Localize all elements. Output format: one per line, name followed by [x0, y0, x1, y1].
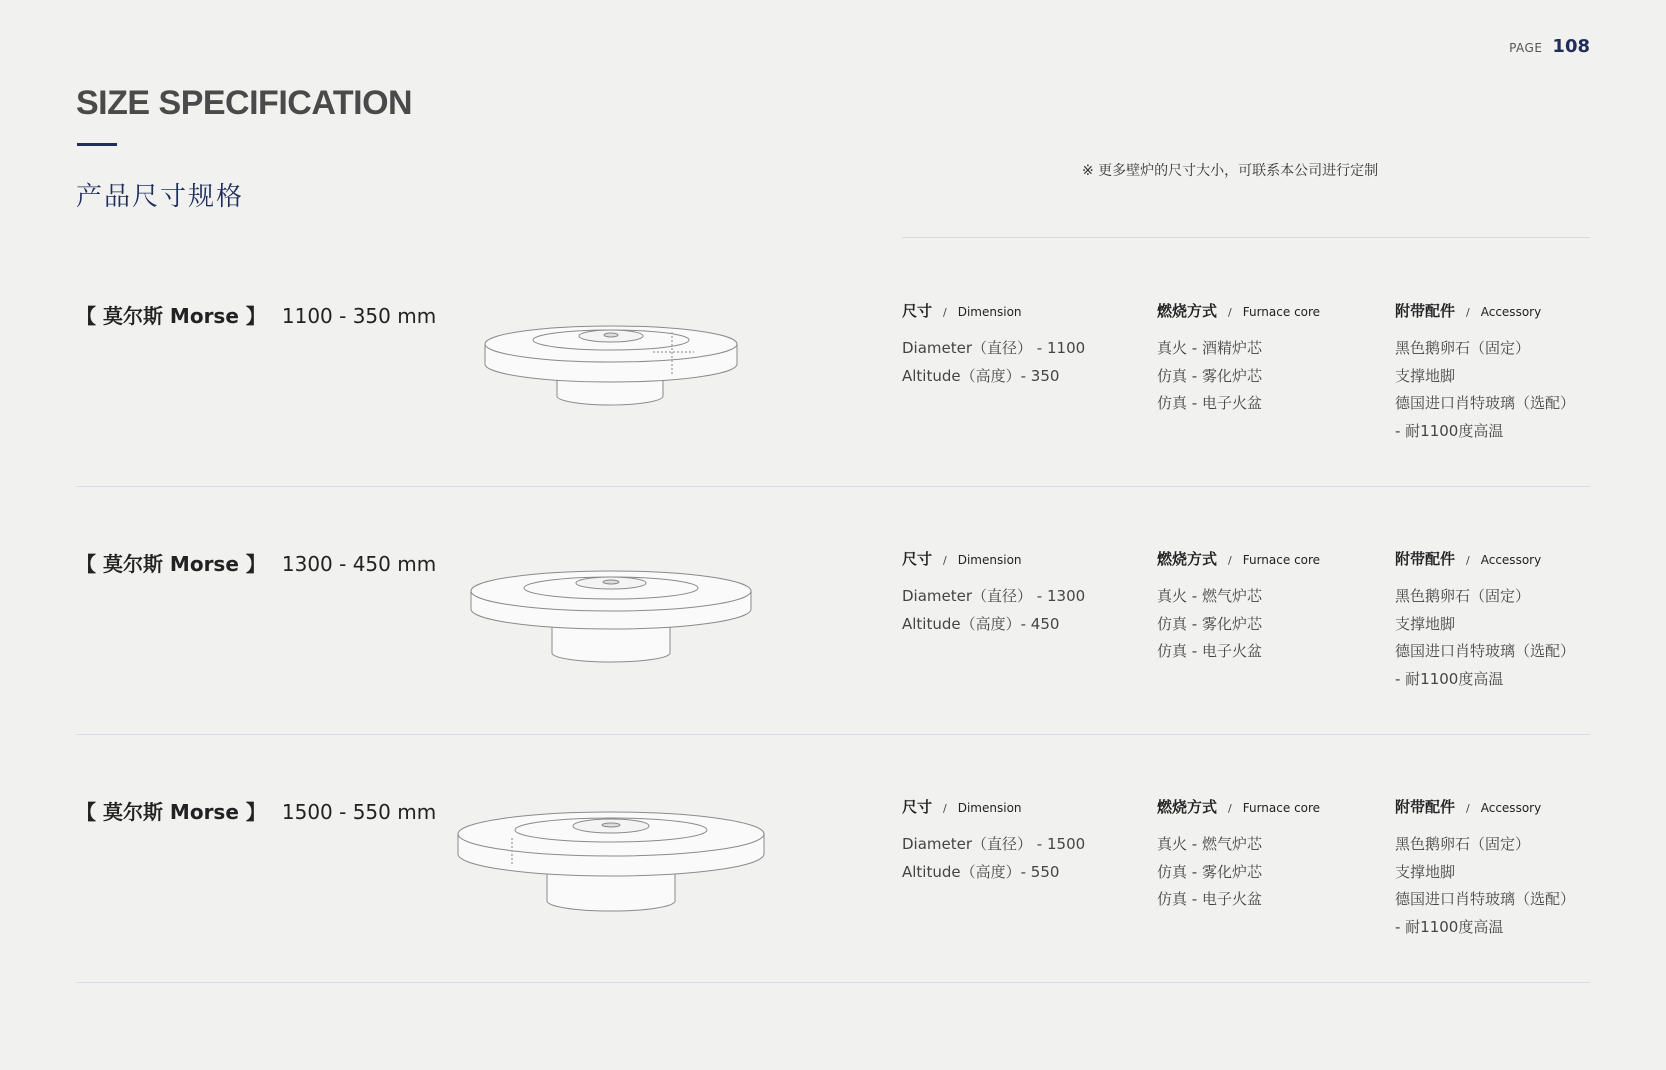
heading-separator: /: [1228, 802, 1232, 815]
accessory-line: 德国进口肖特玻璃（选配）: [1395, 890, 1576, 908]
accessory-line: 黑色鹅卵石（固定）: [1395, 835, 1531, 853]
product-name: 【 莫尔斯 Morse 】: [76, 552, 266, 576]
dimension-heading-en: Dimension: [957, 305, 1022, 319]
product-size: 1100 - 350 mm: [281, 304, 437, 328]
furnace-column: [1157, 300, 1320, 418]
fireplace-drawing: [440, 318, 780, 428]
dimension-column: [902, 796, 1085, 886]
furnace-heading-en: Furnace core: [1242, 553, 1321, 567]
heading-separator: /: [1466, 802, 1470, 815]
accessory-line: 黑色鹅卵石（固定）: [1395, 587, 1531, 605]
product-size: 1300 - 450 mm: [281, 552, 437, 576]
page-number: [1509, 36, 1590, 57]
accessory-heading-zh: 附带配件: [1395, 798, 1456, 816]
page-label: PAGE: [1509, 41, 1543, 55]
product-title: [76, 796, 436, 825]
furnace-line: 仿真 - 电子火盆: [1157, 394, 1262, 412]
product-row: [0, 548, 1666, 748]
dimension-heading-zh: 尺寸: [902, 550, 933, 568]
altitude-line: Altitude（高度）- 450: [902, 614, 1060, 633]
furnace-line: 真火 - 燃气炉芯: [1157, 587, 1262, 605]
heading-separator: /: [1466, 306, 1470, 319]
furnace-heading-zh: 燃烧方式: [1157, 798, 1218, 816]
page-title: SIZE SPECIFICATION: [76, 84, 413, 122]
page-subtitle: 产品尺寸规格: [76, 182, 245, 212]
accessory-line: - 耐1100度高温: [1395, 669, 1504, 688]
furnace-column: [1157, 548, 1320, 666]
furnace-line: 真火 - 酒精炉芯: [1157, 339, 1262, 357]
fireplace-drawing: [440, 561, 780, 671]
header-divider: [902, 237, 1590, 238]
accessory-line: - 耐1100度高温: [1395, 917, 1504, 936]
product-size: 1500 - 550 mm: [281, 800, 437, 824]
row-divider: [76, 734, 1590, 735]
dimension-column: [902, 300, 1085, 390]
altitude-line: Altitude（高度）- 350: [902, 366, 1060, 385]
accessory-column: [1395, 796, 1575, 941]
product-title: [76, 300, 436, 329]
furnace-line: 真火 - 燃气炉芯: [1157, 835, 1262, 853]
fireplace-drawing: [440, 802, 780, 912]
accessory-heading-zh: 附带配件: [1395, 550, 1456, 568]
heading-separator: /: [1466, 554, 1470, 567]
furnace-heading-zh: 燃烧方式: [1157, 302, 1218, 320]
diameter-line: Diameter（直径） - 1500: [902, 835, 1086, 853]
product-row: [0, 796, 1666, 996]
furnace-line: 仿真 - 雾化炉芯: [1157, 366, 1262, 385]
diameter-line: Diameter（直径） - 1100: [902, 339, 1086, 357]
accessory-line: 支撑地脚: [1395, 614, 1456, 633]
accessory-heading-zh: 附带配件: [1395, 302, 1456, 320]
title-underline: [77, 143, 117, 146]
page-number-value: 108: [1552, 36, 1590, 57]
dimension-heading-zh: 尺寸: [902, 798, 933, 816]
product-name: 【 莫尔斯 Morse 】: [76, 800, 266, 824]
accessory-heading-en: Accessory: [1480, 553, 1542, 567]
furnace-line: 仿真 - 雾化炉芯: [1157, 614, 1262, 633]
furnace-line: 仿真 - 雾化炉芯: [1157, 862, 1262, 881]
accessory-heading-en: Accessory: [1480, 801, 1542, 815]
product-row: [0, 300, 1666, 500]
accessory-column: [1395, 548, 1575, 693]
heading-separator: /: [943, 306, 947, 319]
furnace-heading-en: Furnace core: [1242, 305, 1321, 319]
heading-separator: /: [943, 802, 947, 815]
product-title: [76, 548, 436, 577]
dimension-heading-zh: 尺寸: [902, 302, 933, 320]
customization-note: ※ 更多壁炉的尺寸大小，可联系本公司进行定制: [1082, 163, 1379, 179]
accessory-line: 黑色鹅卵石（固定）: [1395, 339, 1531, 357]
heading-separator: /: [1228, 554, 1232, 567]
heading-separator: /: [1228, 306, 1232, 319]
accessory-line: 德国进口肖特玻璃（选配）: [1395, 394, 1576, 412]
dimension-heading-en: Dimension: [957, 801, 1022, 815]
product-name: 【 莫尔斯 Morse 】: [76, 304, 266, 328]
accessory-line: 支撑地脚: [1395, 366, 1456, 385]
accessory-line: 支撑地脚: [1395, 862, 1456, 881]
heading-separator: /: [943, 554, 947, 567]
accessory-column: [1395, 300, 1575, 445]
furnace-line: 仿真 - 电子火盆: [1157, 642, 1262, 660]
row-divider: [76, 982, 1590, 983]
furnace-heading-zh: 燃烧方式: [1157, 550, 1218, 568]
dimension-heading-en: Dimension: [957, 553, 1022, 567]
accessory-line: 德国进口肖特玻璃（选配）: [1395, 642, 1576, 660]
furnace-line: 仿真 - 电子火盆: [1157, 890, 1262, 908]
diameter-line: Diameter（直径） - 1300: [902, 587, 1086, 605]
row-divider: [76, 486, 1590, 487]
dimension-column: [902, 548, 1085, 638]
furnace-heading-en: Furnace core: [1242, 801, 1321, 815]
accessory-line: - 耐1100度高温: [1395, 421, 1504, 440]
altitude-line: Altitude（高度）- 550: [902, 862, 1060, 881]
accessory-heading-en: Accessory: [1480, 305, 1542, 319]
furnace-column: [1157, 796, 1320, 914]
